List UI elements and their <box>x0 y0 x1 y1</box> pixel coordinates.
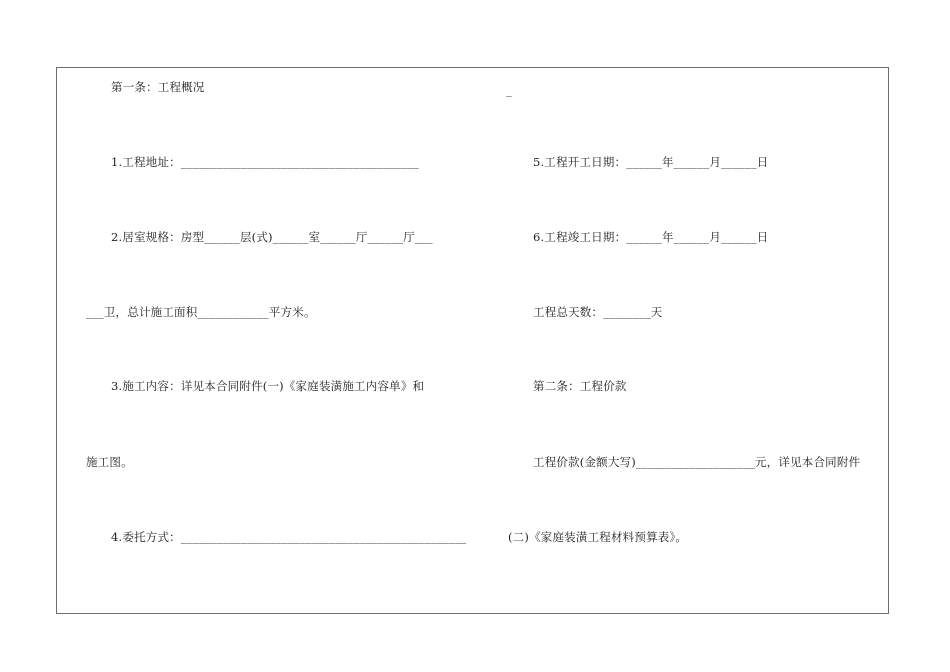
completion-date-line: 6.工程竣工日期：______年______月______日 <box>533 230 769 244</box>
address-line: 1.工程地址：________________________________________ <box>111 155 419 169</box>
article2-heading: 第二条：工程价款 <box>533 379 627 393</box>
room-layout-line-continued: ___卫，总计施工面积____________平方米。 <box>86 305 316 319</box>
article1-heading: 第一条：工程概况 <box>111 80 205 94</box>
total-days-line: 工程总天数：________天 <box>533 305 663 319</box>
work-content-line: 3.施工内容：详见本合同附件(一)《家庭装潢施工内容单》和 <box>111 379 425 393</box>
room-layout-line: 2.居室规格：房型______层(式)______室______厅______厅___ <box>111 230 433 244</box>
stray-mark: _ <box>506 83 512 97</box>
commission-method-line: 4.委托方式：________________________________________________ <box>111 530 467 544</box>
price-line-continued: (二)《家庭装潢工程材料预算表》。 <box>508 530 688 544</box>
price-line: 工程价款(金额大写)____________________元，详见本合同附件 <box>533 455 861 469</box>
work-content-line-continued: 施工图。 <box>86 455 133 469</box>
start-date-line: 5.工程开工日期：______年______月______日 <box>533 155 769 169</box>
